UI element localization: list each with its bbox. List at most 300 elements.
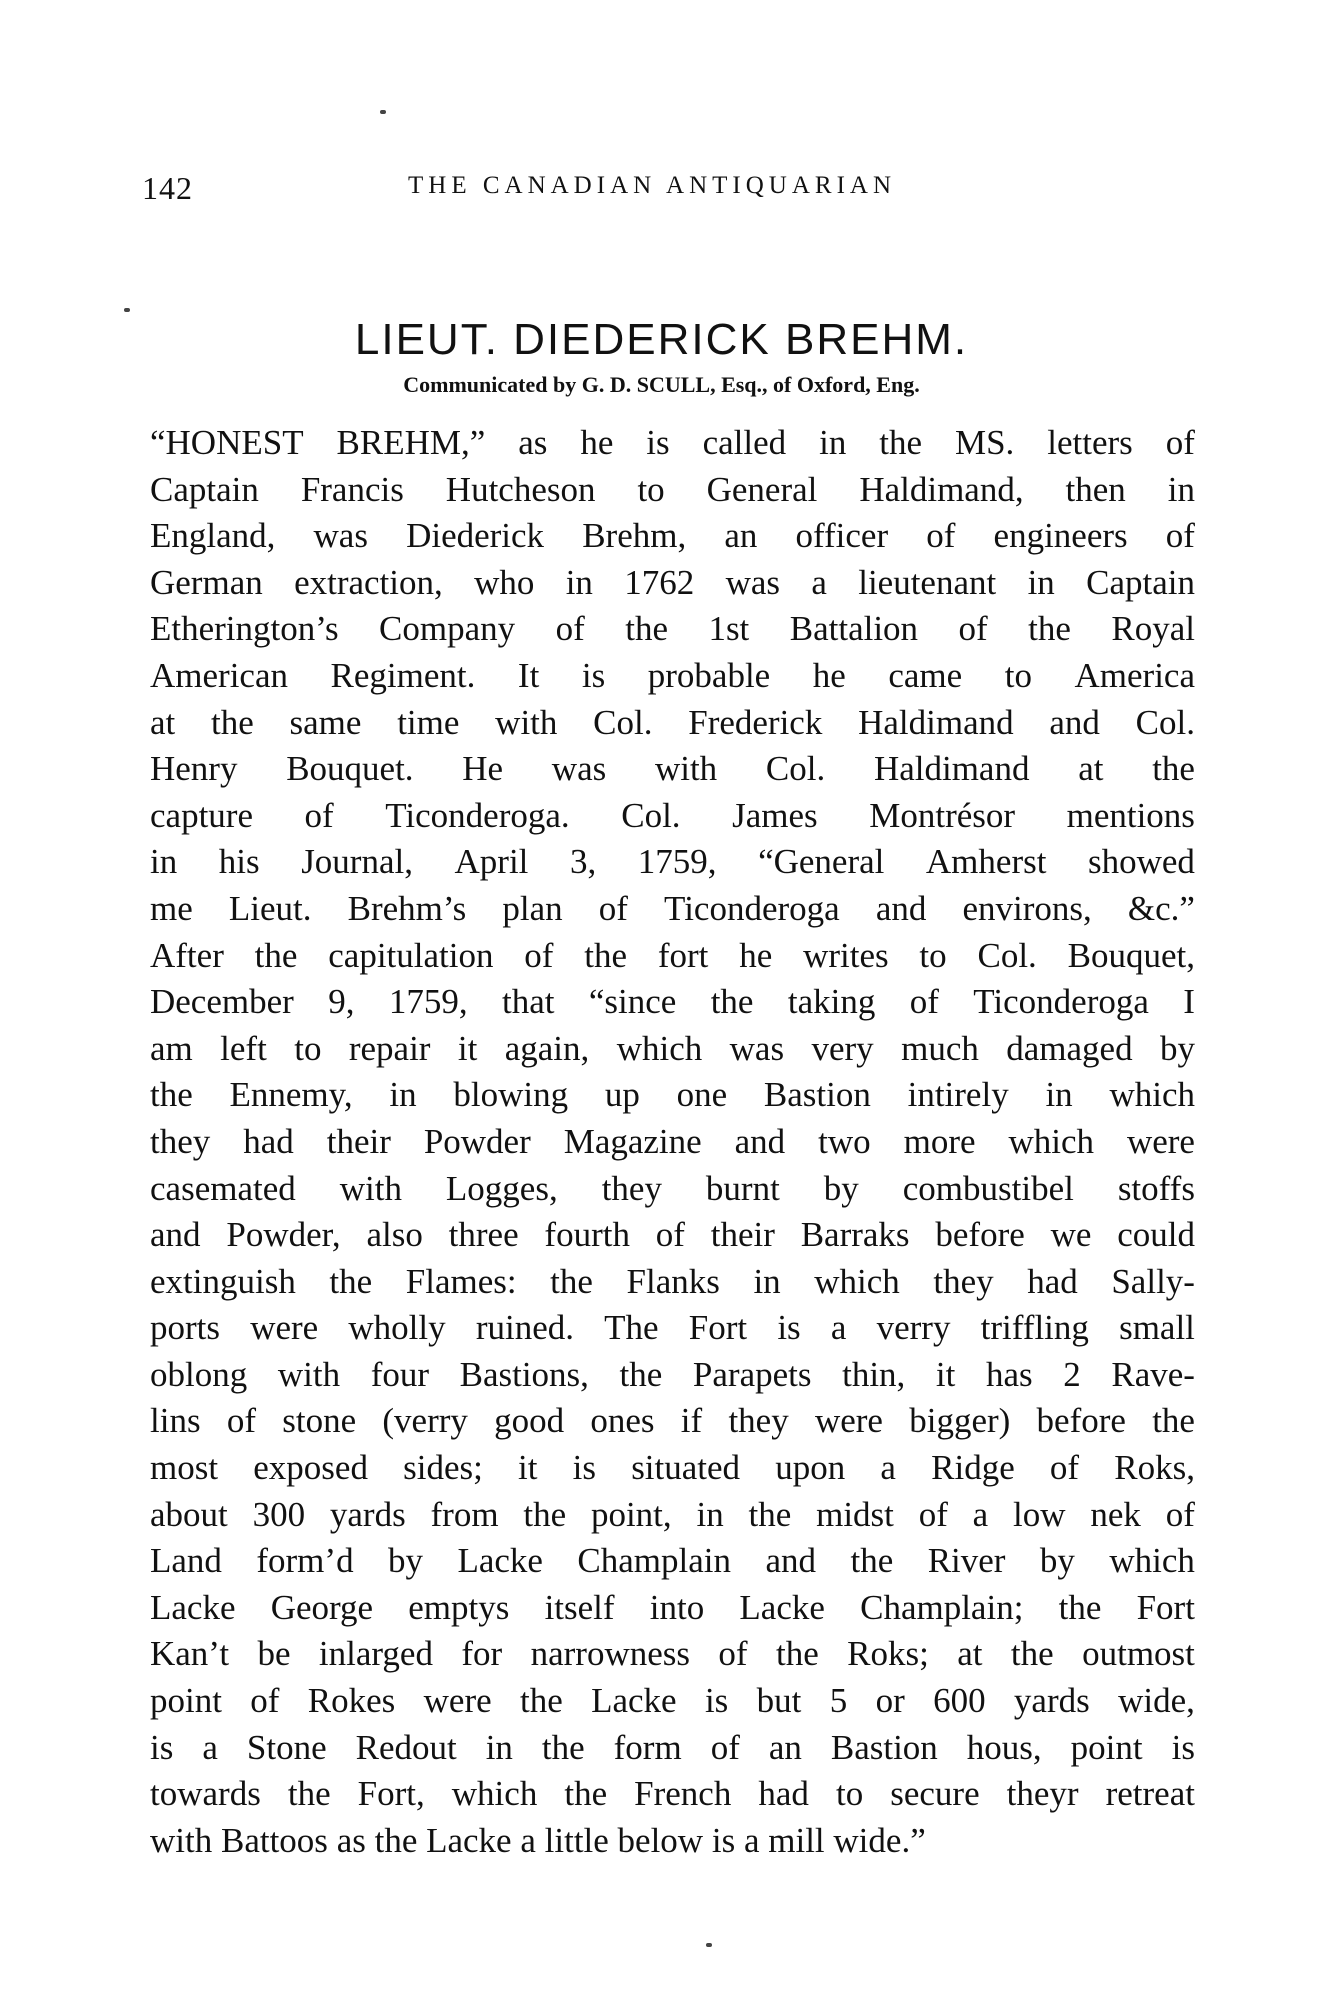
body-word: of: [655, 1215, 685, 1255]
body-word: repair: [348, 1028, 431, 1068]
body-word: of: [1165, 1494, 1195, 1534]
body-word: and: [734, 1121, 786, 1161]
body-line: [150, 1445, 1195, 1492]
body-word: 1st: [708, 609, 750, 649]
body-word: he: [580, 423, 614, 462]
body-line: [150, 1352, 1195, 1399]
body-word: same: [289, 702, 362, 742]
body-word: environs,: [962, 888, 1092, 928]
body-word: had: [758, 1774, 809, 1814]
body-word: me: [150, 888, 193, 928]
body-line: [150, 1585, 1195, 1632]
body-word: Barraks: [800, 1215, 910, 1255]
body-word: Rokes: [307, 1681, 396, 1721]
body-word: were: [250, 1308, 319, 1348]
body-word: 300: [252, 1494, 306, 1534]
body-word: is: [711, 1820, 744, 1860]
body-word: the: [520, 1681, 563, 1721]
body-line: [150, 1771, 1195, 1818]
body-word: in: [1045, 1075, 1073, 1115]
body-line: [150, 653, 1195, 700]
body-word: Col.: [977, 935, 1037, 975]
body-word: is: [777, 1308, 801, 1348]
body-line: [150, 1631, 1195, 1678]
body-word: with: [277, 1354, 341, 1394]
body-word: England,: [150, 516, 276, 556]
body-word: Roks,: [1114, 1448, 1195, 1488]
body-word: Captain: [150, 469, 259, 509]
body-word: in: [150, 842, 178, 882]
body-word: if: [680, 1401, 703, 1441]
body-word: 2: [1063, 1354, 1081, 1394]
body-word: and: [765, 1541, 817, 1581]
body-word: American: [150, 655, 288, 695]
body-word: nek: [1090, 1494, 1141, 1534]
body-line: [150, 886, 1195, 933]
body-word: Haldimand,: [859, 469, 1024, 509]
body-word: as: [336, 1820, 375, 1860]
body-word: Montrésor: [869, 795, 1016, 835]
body-word: of: [1165, 423, 1195, 462]
body-word: they: [601, 1168, 662, 1208]
body-word: Diederick: [406, 516, 545, 556]
body-word: of: [1049, 1448, 1080, 1488]
body-word: towards: [150, 1774, 261, 1814]
body-word: more: [903, 1121, 976, 1161]
byline: Communicated by G. D. SCULL, Esq., of Oxford, Eng.: [403, 372, 920, 397]
body-word: a: [811, 562, 827, 602]
body-word: After: [150, 935, 224, 975]
body-word: mill: [768, 1820, 834, 1860]
body-word: or: [875, 1681, 905, 1721]
body-word: that: [501, 982, 555, 1022]
print-speck: [124, 308, 130, 312]
body-word: outmost: [1082, 1634, 1195, 1674]
body-word: Land: [150, 1541, 222, 1581]
body-word: yards: [1013, 1681, 1090, 1721]
body-word: “HONEST: [150, 423, 304, 462]
body-word: Bastions,: [459, 1354, 589, 1394]
body-word: Frederick: [688, 702, 823, 742]
body-word: He: [462, 749, 504, 789]
body-word: Champlain: [577, 1541, 732, 1581]
body-word: capitulation: [328, 935, 494, 975]
body-word: of: [909, 982, 939, 1022]
body-word: has: [985, 1354, 1033, 1394]
body-word: by: [823, 1168, 859, 1208]
body-word: of: [226, 1401, 256, 1441]
body-word: 3,: [569, 842, 597, 882]
body-word: at: [150, 702, 176, 742]
body-word: it: [457, 1028, 478, 1068]
body-word: ones: [590, 1401, 655, 1441]
body-word: and: [1049, 702, 1100, 742]
body-word: Col.: [1135, 702, 1195, 742]
body-word: Hutcheson: [445, 469, 596, 509]
body-word: four: [370, 1354, 429, 1394]
body-word: ports: [150, 1308, 220, 1348]
body-word: the: [625, 609, 668, 649]
body-word: had: [243, 1121, 294, 1161]
body-word: Captain: [1086, 562, 1195, 602]
body-word: and: [150, 1215, 201, 1255]
body-word: is: [704, 1681, 729, 1721]
body-word: the: [523, 1494, 567, 1534]
body-word: April: [454, 842, 529, 882]
body-word: sides;: [403, 1448, 483, 1488]
body-word: 5: [829, 1681, 848, 1721]
body-word: a: [743, 1820, 769, 1860]
body-word: Stone: [246, 1727, 327, 1767]
body-word: Lacke: [150, 1587, 236, 1627]
body-word: with: [654, 749, 718, 789]
body-word: bigger): [909, 1401, 1011, 1441]
body-word: also: [366, 1215, 423, 1255]
body-word: a: [830, 1308, 847, 1348]
article-title: LIEUT. DIEDERICK BREHM.: [354, 315, 969, 364]
body-word: which: [1109, 1541, 1195, 1581]
body-word: to: [919, 935, 947, 975]
body-word: to: [294, 1028, 322, 1068]
body-line: [150, 606, 1195, 653]
body-word: was: [729, 1028, 785, 1068]
body-word: December: [150, 982, 294, 1022]
body-word: to: [637, 469, 665, 509]
body-word: the: [1010, 1634, 1054, 1674]
body-word: point: [1070, 1727, 1143, 1767]
body-word: Haldimand: [858, 702, 1014, 742]
body-word: a: [520, 1820, 545, 1860]
body-line: [150, 467, 1195, 514]
body-word: much: [901, 1028, 979, 1068]
body-word: the: [619, 1354, 663, 1394]
body-word: am: [150, 1028, 193, 1068]
body-word: showed: [1088, 842, 1195, 882]
body-word: fort: [657, 935, 709, 975]
body-word: hous,: [966, 1727, 1042, 1767]
body-word: Powder: [423, 1121, 531, 1161]
print-speck: [706, 1943, 712, 1947]
body-word: in: [819, 423, 847, 462]
body-word: was: [725, 562, 781, 602]
body-word: the: [1152, 1401, 1195, 1441]
body-word: into: [649, 1587, 705, 1627]
body-word: stone: [282, 1401, 357, 1441]
body-word: Fort: [1136, 1587, 1195, 1627]
body-word: before: [1036, 1401, 1126, 1441]
body-word: extinguish: [150, 1261, 296, 1301]
body-word: they: [933, 1261, 994, 1301]
body-word: the: [1152, 749, 1195, 789]
body-word: by: [1160, 1028, 1195, 1068]
body-word: their: [326, 1121, 391, 1161]
body-word: by: [1039, 1541, 1075, 1581]
body-line: [150, 793, 1195, 840]
body-word: George: [270, 1587, 374, 1627]
body-word: up: [604, 1075, 640, 1115]
body-word: a: [972, 1494, 989, 1534]
body-word: one: [676, 1075, 728, 1115]
body-word: yards: [329, 1494, 406, 1534]
body-word: Ticonderoga: [973, 982, 1149, 1022]
body-word: French: [634, 1774, 732, 1814]
body-word: form’d: [256, 1541, 354, 1581]
body-word: before: [935, 1215, 1025, 1255]
body-word: inlarged: [318, 1634, 433, 1674]
body-word: of: [1165, 516, 1195, 556]
body-word: form: [613, 1727, 682, 1767]
body-line: [150, 513, 1195, 560]
body-word: exposed: [253, 1448, 368, 1488]
body-line: [150, 1259, 1195, 1306]
body-word: mentions: [1066, 795, 1195, 835]
body-word: intirely: [907, 1075, 1009, 1115]
body-word: fourth: [544, 1215, 630, 1255]
body-word: is: [150, 1727, 174, 1767]
body-word: River: [927, 1541, 1006, 1581]
body-word: capture: [150, 795, 253, 835]
body-word: the: [150, 1075, 193, 1115]
body-line: [150, 1492, 1195, 1539]
body-word: Ennemy,: [229, 1075, 353, 1115]
body-word: 1759,: [637, 842, 717, 882]
body-word: which: [814, 1261, 900, 1301]
body-word: letters: [1047, 423, 1133, 462]
body-word: the: [374, 1820, 427, 1860]
body-word: Journal,: [301, 842, 413, 882]
body-word: of: [555, 609, 585, 649]
body-word: which: [1109, 1075, 1195, 1115]
body-word: it: [935, 1354, 956, 1394]
body-word: in: [1167, 469, 1195, 509]
body-word: good: [494, 1401, 565, 1441]
body-word: The: [604, 1308, 659, 1348]
body-word: the: [211, 702, 254, 742]
print-speck: [380, 110, 386, 114]
body-word: taking: [787, 982, 876, 1022]
body-word: James: [732, 795, 818, 835]
body-word: 600: [933, 1681, 986, 1721]
body-word: a: [880, 1448, 896, 1488]
body-word: probable: [647, 655, 771, 695]
body-word: “General: [758, 842, 885, 882]
body-word: who: [474, 562, 535, 602]
body-word: officer: [795, 516, 889, 556]
body-word: the: [775, 1634, 819, 1674]
body-word: Ticonderoga.: [385, 795, 570, 835]
body-word: were: [814, 1401, 883, 1441]
body-word: Sally-: [1111, 1261, 1195, 1301]
body-word: they: [728, 1401, 789, 1441]
body-word: lins: [150, 1401, 201, 1441]
body-word: Amherst: [925, 842, 1047, 882]
body-line: [150, 420, 1195, 467]
body-word: Brehm,: [582, 516, 687, 556]
body-word: be: [257, 1634, 291, 1674]
body-word: &c.”: [1127, 888, 1195, 928]
body-word: the: [254, 935, 298, 975]
body-word: with: [495, 702, 558, 742]
body-word: extraction,: [294, 562, 443, 602]
body-word: the: [541, 1727, 585, 1767]
body-word: the: [1028, 609, 1071, 649]
body-word: an: [768, 1727, 802, 1767]
body-line: [150, 1398, 1195, 1445]
body-word: in: [389, 1075, 417, 1115]
body-word: Flames:: [405, 1261, 517, 1301]
body-word: Fort,: [357, 1774, 425, 1814]
body-word: is: [581, 655, 606, 695]
body-word: the: [1058, 1587, 1102, 1627]
body-word: about: [150, 1494, 228, 1534]
body-word: could: [1117, 1215, 1195, 1255]
body-word: Battoos: [220, 1820, 337, 1860]
body-word: to: [1004, 655, 1032, 695]
body-word: is: [646, 423, 670, 462]
body-word: they: [150, 1121, 211, 1161]
body-word: in: [696, 1494, 724, 1534]
body-word: Etherington’s: [150, 609, 339, 649]
body-word: were: [423, 1681, 492, 1721]
body-word: the: [564, 1774, 608, 1814]
body-word: verry: [876, 1308, 951, 1348]
body-word: (verry: [382, 1401, 468, 1441]
body-word: Parapets: [692, 1354, 812, 1394]
body-word: Henry: [150, 749, 238, 789]
body-word: oblong: [150, 1354, 248, 1394]
body-word: below: [617, 1820, 712, 1860]
body-word: ruined.: [475, 1308, 574, 1348]
body-word: little: [544, 1820, 618, 1860]
body-word: Lacke: [591, 1681, 677, 1721]
body-word: German: [150, 562, 263, 602]
body-word: Bastion: [830, 1727, 938, 1767]
body-word: Lacke: [426, 1820, 521, 1860]
body-word: three: [448, 1215, 519, 1255]
body-word: time: [397, 702, 460, 742]
body-line: [150, 1725, 1195, 1772]
body-line: [150, 979, 1195, 1026]
body-word: at: [1078, 749, 1104, 789]
body-word: he: [812, 655, 846, 695]
body-word: as: [518, 423, 548, 462]
body-word: he: [739, 935, 773, 975]
body-word: a: [202, 1727, 218, 1767]
body-line: [150, 1026, 1195, 1073]
body-word: stoffs: [1117, 1168, 1195, 1208]
body-word: Col.: [593, 702, 653, 742]
body-word: left: [220, 1028, 267, 1068]
body-word: Ticonderoga: [664, 888, 840, 928]
body-word: at: [957, 1634, 983, 1674]
body-word: of: [918, 1494, 948, 1534]
body-word: Bastion: [763, 1075, 871, 1115]
body-word: 9,: [328, 982, 355, 1022]
body-word: Francis: [300, 469, 404, 509]
body-word: Flanks: [626, 1261, 720, 1301]
body-word: again,: [504, 1028, 590, 1068]
page-number: 142: [142, 170, 193, 206]
body-word: “since: [588, 982, 677, 1022]
body-word: in: [565, 562, 593, 602]
body-word: in: [485, 1727, 513, 1767]
body-word: Powder,: [226, 1215, 341, 1255]
body-word: were: [1126, 1121, 1195, 1161]
body-word: of: [926, 516, 956, 556]
body-line: [150, 1072, 1195, 1119]
body-word: small: [1119, 1308, 1195, 1348]
body-word: Col.: [765, 749, 826, 789]
body-word: It: [517, 655, 540, 695]
body-word: midst: [816, 1494, 894, 1534]
body-line: [150, 1212, 1195, 1259]
body-word: damaged: [1006, 1028, 1133, 1068]
body-word: the: [710, 982, 754, 1022]
body-word: I: [1183, 982, 1195, 1022]
body-word: is: [572, 1448, 597, 1488]
body-word: the: [879, 423, 923, 462]
body-word: casemated: [150, 1168, 296, 1208]
body-word: it: [518, 1448, 538, 1488]
body-word: lieutenant: [858, 562, 997, 602]
body-word: the: [584, 935, 628, 975]
body-word: Redout: [355, 1727, 457, 1767]
body-line: [150, 1166, 1195, 1213]
body-word: two: [818, 1121, 871, 1161]
body-word: 1759,: [388, 982, 468, 1022]
body-word: Battalion: [789, 609, 919, 649]
body-word: of: [250, 1681, 280, 1721]
body-word: in: [753, 1261, 781, 1301]
body-word: point: [150, 1681, 222, 1721]
body-word: for: [461, 1634, 503, 1674]
body-word: had: [1027, 1261, 1078, 1301]
body-word: the: [850, 1541, 894, 1581]
body-line: [150, 560, 1195, 607]
body-word: blowing: [453, 1075, 569, 1115]
body-word: from: [430, 1494, 499, 1534]
body-word: wholly: [348, 1308, 446, 1348]
body-word: plan: [502, 888, 563, 928]
body-word: the: [287, 1774, 331, 1814]
body-word: called: [702, 423, 787, 462]
body-word: emptys: [408, 1587, 510, 1627]
body-word: secure: [890, 1774, 980, 1814]
body-word: theyr: [1006, 1774, 1079, 1814]
body-word: was: [551, 749, 607, 789]
body-line: [150, 933, 1195, 980]
body-word: of: [304, 795, 334, 835]
body-word: with: [339, 1168, 402, 1208]
body-word: engineers: [993, 516, 1128, 556]
body-word: we: [1050, 1215, 1092, 1255]
body-word: by: [388, 1541, 424, 1581]
body-word: writes: [803, 935, 889, 975]
body-word: but: [756, 1681, 802, 1721]
body-word: Lacke: [457, 1541, 543, 1581]
body-word: retreat: [1105, 1774, 1195, 1814]
body-word: Magazine: [563, 1121, 702, 1161]
body-word: their: [710, 1215, 775, 1255]
body-word: 1762: [624, 562, 695, 602]
body-word: in: [1027, 562, 1055, 602]
body-word: Champlain;: [860, 1587, 1024, 1627]
body-word: triffling: [980, 1308, 1089, 1348]
body-word: his: [218, 842, 260, 882]
body-word: which: [616, 1028, 703, 1068]
body-word: came: [888, 655, 963, 695]
body-word: wide.”: [833, 1820, 926, 1860]
